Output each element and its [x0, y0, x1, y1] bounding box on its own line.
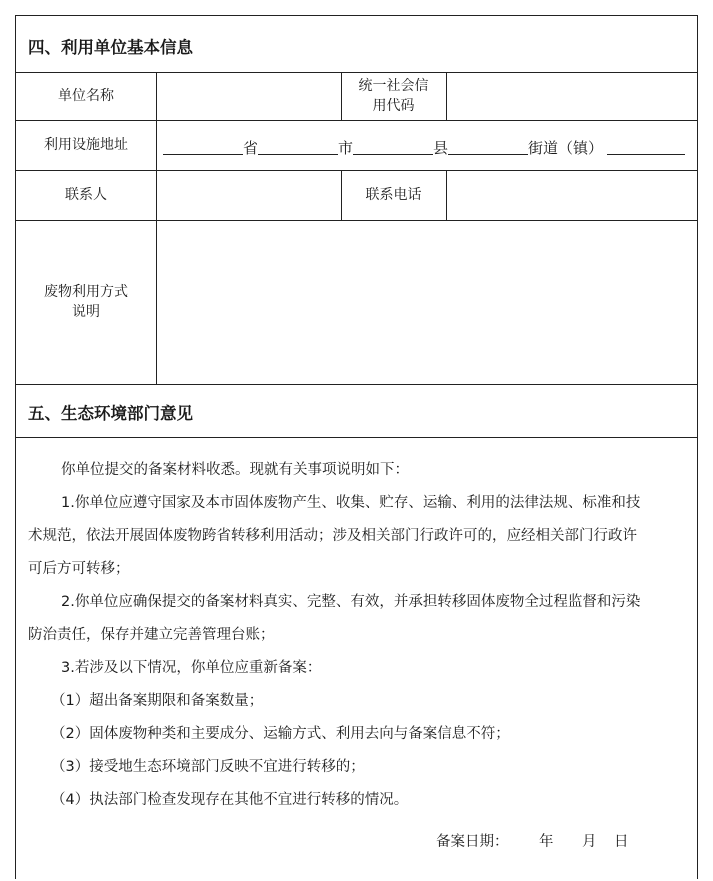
item2-line1: 2.你单位应确保提交的备案材料真实、完整、有效，并承担转移固体废物全过程监督和污染: [61, 594, 641, 610]
sub-item-2: （2）固体废物种类和主要成分、运输方式、利用去向与备案信息不符；: [51, 726, 510, 742]
item1-line2: 术规范，依法开展固体废物跨省转移利用活动；涉及相关部门行政许可的，应经相关部门行政许: [28, 528, 637, 544]
credit-code-label-line1: 统一社会信: [358, 78, 429, 94]
method-label-line2: 说明: [72, 304, 100, 320]
unit-name-label: 单位名称: [58, 88, 114, 104]
city-blank[interactable]: [258, 138, 338, 155]
sub-item-3: （3）接受地生态环境部门反映不宜进行转移的；: [51, 759, 365, 775]
province-label: 省: [243, 139, 259, 157]
county-blank[interactable]: [353, 138, 433, 155]
phone-label: 联系电话: [365, 187, 422, 203]
credit-code-label: [341, 72, 446, 120]
date-day: 日: [614, 834, 629, 850]
city-label: 市: [338, 139, 354, 157]
contact-field[interactable]: [156, 170, 341, 220]
street-label: 街道（镇）: [528, 139, 604, 157]
address-label: 利用设施地址: [44, 137, 128, 153]
item3: 3.若涉及以下情况，你单位应重新备案：: [61, 660, 322, 676]
section4-title: 四、利用单位基本信息: [28, 38, 193, 57]
unit-name-field[interactable]: [156, 72, 341, 120]
credit-code-label-line2: 用代码: [372, 98, 415, 114]
phone-field[interactable]: [446, 170, 699, 220]
province-blank[interactable]: [163, 138, 243, 155]
county-label: 县: [433, 139, 449, 157]
item1-line3: 可后方可转移；: [28, 561, 130, 577]
credit-code-field[interactable]: [446, 72, 699, 120]
form-sheet: [15, 15, 698, 879]
divider: [16, 437, 697, 438]
town-blank[interactable]: [607, 138, 685, 155]
contact-label: 联系人: [65, 187, 107, 203]
section5-title: 五、生态环境部门意见: [28, 404, 193, 423]
date-year: 年: [539, 834, 554, 850]
row-divider: [16, 384, 697, 385]
item1-line1: 1.你单位应遵守国家及本市固体废物产生、收集、贮存、运输、利用的法律法规、标准和技: [61, 495, 641, 511]
item2-line2: 防治责任，保存并建立完善管理台账；: [28, 627, 275, 643]
sub-item-1: （1）超出备案期限和备案数量；: [51, 693, 264, 709]
method-label: [16, 220, 156, 384]
date-month: 月: [582, 834, 597, 850]
method-label-line1: 废物利用方式: [44, 284, 128, 300]
address-field[interactable]: [163, 137, 685, 158]
date-label: 备案日期：: [436, 834, 509, 850]
sub-item-4: （4）执法部门检查发现存在其他不宜进行转移的情况。: [51, 792, 409, 808]
street-blank[interactable]: [448, 138, 528, 155]
method-field[interactable]: [156, 220, 699, 384]
opinion-intro: 你单位提交的备案材料收悉。现就有关事项说明如下：: [61, 462, 409, 478]
